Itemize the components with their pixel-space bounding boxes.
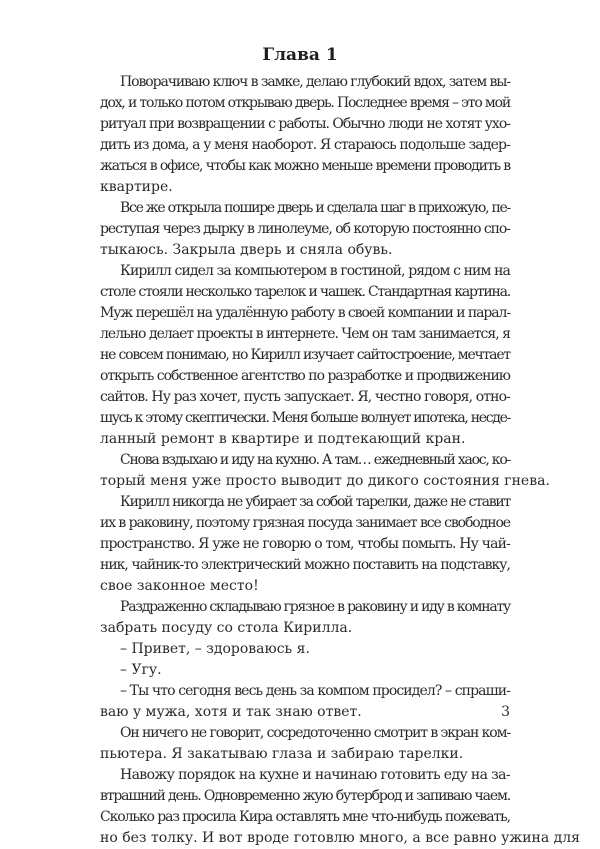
- paragraph: [100, 492, 510, 597]
- text-line: тыкаюсь. Закрыла дверь и сняла обувь.: [100, 242, 393, 258]
- paragraph: [100, 198, 510, 261]
- text-line: Муж перешёл на удалённую работу в своей компании и парал-: [100, 305, 511, 321]
- chapter-title: Глава 1: [262, 45, 338, 65]
- text-line: втрашний день. Одновременно жую бутерброд и запиваю чаем.: [100, 788, 510, 804]
- text-line: свое законное место!: [100, 578, 259, 594]
- paragraph: [100, 450, 550, 492]
- text-line: не совсем понимаю, но Кирилл изучает сайтостроение, мечтает: [100, 347, 510, 363]
- page-number: 3: [501, 704, 510, 720]
- paragraph: [100, 72, 510, 198]
- text-line: – Ты что сегодня весь день за компом просидел? – спраши-: [120, 683, 510, 699]
- text-line: – Привет, – здороваюсь я.: [120, 641, 310, 657]
- text-line: столе стояли несколько тарелок и чашек. Стандартная картина.: [100, 284, 510, 300]
- text-line: ник, чайник-то электрический можно поставить на подставку,: [100, 557, 510, 573]
- text-line: пьютера. Я закатываю глаза и забираю тарелки.: [100, 746, 464, 762]
- paragraph: [100, 681, 510, 723]
- text-line: квартире.: [100, 179, 173, 195]
- text-line: реступая через дырку в линолеуме, об которую постоянно спо-: [100, 221, 510, 237]
- text-line: но без толку. И вот вроде готовлю много, а все равно ужина для: [100, 830, 580, 846]
- text-line: их в раковину, поэтому грязная посуда занимает все свободное: [100, 515, 510, 531]
- text-line: жаться в офисе, чтобы как можно меньше времени проводить в: [100, 158, 510, 174]
- text-line: дох, и только потом открываю дверь. Последнее время – это мой: [100, 95, 510, 111]
- text-line: – Угу.: [120, 662, 162, 678]
- text-line: открыть собственное агентство по разработке и продвижению: [100, 368, 510, 384]
- paragraph: [100, 597, 510, 639]
- text-line: Снова вздыхаю и иду на кухню. А там… ежедневный хаос, ко-: [120, 452, 510, 468]
- text-line: дить из дома, а у меня наоборот. Я стараюсь подольше задер-: [100, 137, 510, 153]
- paragraph: [100, 261, 510, 450]
- text-line: Поворачиваю ключ в замке, делаю глубокий вдох, затем вы-: [120, 74, 510, 90]
- text-line: шусь к этому скептически. Меня больше волнует ипотека, несде-: [100, 410, 510, 426]
- text-line: Раздраженно складываю грязное в раковину и иду в комнату: [120, 599, 510, 615]
- text-line: Все же открыла пошире дверь и сделала шаг в прихожую, пе-: [120, 200, 510, 216]
- text-line: сайтов. Ну раз хочет, пусть запускает. Я, честно говоря, отно-: [100, 389, 510, 405]
- text-line: Кирилл никогда не убирает за собой тарелки, даже не ставит: [120, 494, 511, 510]
- paragraph: [100, 639, 510, 660]
- body-text: [100, 72, 580, 849]
- text-line: забрать посуду со стола Кирилла.: [100, 620, 353, 636]
- text-line: ваю у мужа, хотя и так знаю ответ.: [100, 704, 362, 720]
- text-line: Навожу порядок на кухне и начинаю готовить еду на за-: [120, 767, 510, 783]
- text-line: Он ничего не говорит, сосредоточенно смотрит в экран ком-: [120, 725, 510, 741]
- text-line: Кирилл сидел за компьютером в гостиной, рядом с ним на: [120, 263, 510, 279]
- text-line: ланный ремонт в квартире и подтекающий кран.: [100, 431, 466, 447]
- paragraph: [100, 660, 510, 681]
- text-line: торый меня уже просто выводит до дикого состояния гнева.: [100, 473, 550, 489]
- text-line: ритуал при возвращении с работы. Обычно люди не хотят ухо-: [100, 116, 510, 132]
- text-line: лельно делает проекты в интернете. Чем он там занимается, я: [100, 326, 511, 342]
- paragraph: [100, 765, 580, 849]
- text-line: Сколько раз просила Кира оставлять мне что-нибудь пожевать,: [100, 809, 510, 825]
- paragraph: [100, 723, 510, 765]
- text-line: пространство. Я уже не говорю о том, чтобы помыть. Ну чай-: [100, 536, 510, 552]
